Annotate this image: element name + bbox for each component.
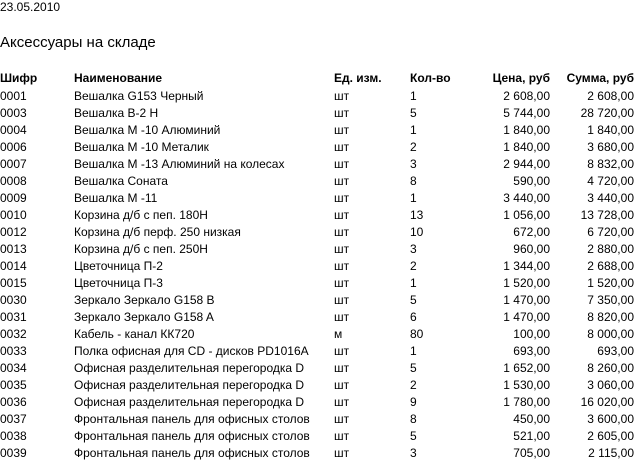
cell-code: 0035 bbox=[0, 378, 27, 392]
table-body bbox=[0, 88, 634, 462]
cell-price: 672,00 bbox=[513, 225, 550, 239]
cell-qty: 9 bbox=[410, 395, 417, 409]
cell-sum: 8 820,00 bbox=[587, 310, 634, 324]
cell-qty: 5 bbox=[410, 106, 417, 120]
cell-qty: 13 bbox=[410, 208, 424, 222]
cell-sum: 16 020,00 bbox=[580, 395, 634, 409]
cell-code: 0009 bbox=[0, 191, 27, 205]
cell-name: Офисная разделительная перегородка D bbox=[74, 361, 305, 375]
cell-unit: шт bbox=[334, 140, 350, 154]
cell-sum: 13 728,00 bbox=[580, 208, 634, 222]
cell-sum: 6 720,00 bbox=[587, 225, 634, 239]
cell-sum: 1 840,00 bbox=[587, 123, 634, 137]
table-row bbox=[0, 411, 634, 428]
cell-name: Вешалка М -10 Алюминий bbox=[74, 123, 221, 137]
cell-unit: шт bbox=[334, 106, 350, 120]
cell-price: 3 440,00 bbox=[503, 191, 550, 205]
table-row bbox=[0, 309, 634, 326]
cell-qty: 1 bbox=[410, 123, 417, 137]
cell-price: 1 056,00 bbox=[503, 208, 550, 222]
cell-qty: 1 bbox=[410, 191, 417, 205]
header-code: Шифр bbox=[0, 71, 38, 85]
cell-name: Фронтальная панель для офисных столов bbox=[74, 446, 310, 460]
cell-name: Корзина д/б с пеп. 250Н bbox=[74, 242, 208, 256]
cell-sum: 2 115,00 bbox=[588, 446, 634, 460]
cell-name: Корзина д/б с пеп. 180Н bbox=[74, 208, 208, 222]
table-row bbox=[0, 377, 634, 394]
table-row bbox=[0, 173, 634, 190]
cell-qty: 8 bbox=[410, 174, 417, 188]
cell-sum: 3 600,00 bbox=[587, 412, 634, 426]
cell-sum: 8 000,00 bbox=[587, 327, 634, 341]
cell-code: 0003 bbox=[0, 106, 27, 120]
table-row bbox=[0, 394, 634, 411]
cell-price: 1 344,00 bbox=[503, 259, 550, 273]
cell-price: 1 470,00 bbox=[503, 310, 550, 324]
cell-code: 0038 bbox=[0, 429, 27, 443]
cell-qty: 3 bbox=[410, 157, 417, 171]
cell-name: Офисная разделительная перегородка D bbox=[74, 378, 305, 392]
cell-price: 960,00 bbox=[513, 242, 550, 256]
cell-qty: 8 bbox=[410, 412, 417, 426]
cell-sum: 2 605,00 bbox=[587, 429, 634, 443]
cell-unit: шт bbox=[334, 310, 350, 324]
cell-qty: 2 bbox=[410, 378, 417, 392]
header-unit: Ед. изм. bbox=[334, 71, 382, 85]
cell-sum: 2 688,00 bbox=[587, 259, 634, 273]
cell-price: 590,00 bbox=[513, 174, 550, 188]
table-row bbox=[0, 224, 634, 241]
cell-sum: 3 680,00 bbox=[587, 140, 634, 154]
cell-unit: шт bbox=[334, 174, 350, 188]
table-row bbox=[0, 343, 634, 360]
cell-unit: шт bbox=[334, 157, 350, 171]
report-date: 23.05.2010 bbox=[0, 0, 61, 14]
cell-qty: 2 bbox=[410, 140, 417, 154]
cell-unit: шт bbox=[334, 412, 350, 426]
cell-price: 100,00 bbox=[513, 327, 550, 341]
cell-name: Вешалка М -13 Алюминий на колесах bbox=[74, 157, 285, 171]
table-row bbox=[0, 190, 634, 207]
cell-code: 0007 bbox=[0, 157, 27, 171]
cell-price: 705,00 bbox=[513, 446, 550, 460]
cell-code: 0034 bbox=[0, 361, 27, 375]
cell-code: 0030 bbox=[0, 293, 27, 307]
cell-sum: 693,00 bbox=[597, 344, 634, 358]
table-row bbox=[0, 428, 634, 445]
cell-unit: шт bbox=[334, 446, 350, 460]
cell-qty: 3 bbox=[410, 446, 417, 460]
cell-sum: 2 880,00 bbox=[587, 242, 634, 256]
cell-unit: шт bbox=[334, 378, 350, 392]
cell-price: 1 530,00 bbox=[503, 378, 550, 392]
cell-name: Цветочница П-3 bbox=[74, 276, 163, 290]
cell-name: Зеркало Зеркало G158 A bbox=[74, 310, 214, 324]
cell-code: 0036 bbox=[0, 395, 27, 409]
cell-name: Офисная разделительная перегородка D bbox=[74, 395, 305, 409]
report-title: Аксессуары на складе bbox=[0, 34, 156, 51]
cell-unit: шт bbox=[334, 259, 350, 273]
cell-name: Вешалка М -11 bbox=[74, 191, 158, 205]
cell-qty: 6 bbox=[410, 310, 417, 324]
cell-code: 0031 bbox=[0, 310, 27, 324]
table-row bbox=[0, 156, 634, 173]
cell-name: Корзина д/б перф. 250 низкая bbox=[74, 225, 241, 239]
cell-name: Цветочница П-2 bbox=[74, 259, 163, 273]
table-row bbox=[0, 88, 634, 105]
cell-sum: 28 720,00 bbox=[580, 106, 634, 120]
cell-code: 0037 bbox=[0, 412, 27, 426]
cell-name: Вешалка М -10 Металик bbox=[74, 140, 209, 154]
cell-sum: 7 350,00 bbox=[587, 293, 634, 307]
cell-sum: 2 608,00 bbox=[587, 89, 634, 103]
cell-unit: шт bbox=[334, 361, 350, 375]
cell-qty: 80 bbox=[410, 327, 424, 341]
cell-code: 0006 bbox=[0, 140, 27, 154]
table-row bbox=[0, 122, 634, 139]
table-row bbox=[0, 445, 634, 462]
cell-qty: 5 bbox=[410, 361, 417, 375]
cell-unit: м bbox=[334, 327, 343, 341]
cell-unit: шт bbox=[334, 429, 350, 443]
cell-code: 0013 bbox=[0, 242, 27, 256]
cell-qty: 10 bbox=[410, 225, 424, 239]
table-row bbox=[0, 326, 634, 343]
cell-code: 0014 bbox=[0, 259, 27, 273]
cell-price: 1 840,00 bbox=[503, 140, 550, 154]
stock-table bbox=[0, 70, 634, 462]
cell-qty: 2 bbox=[410, 259, 417, 273]
cell-price: 2 608,00 bbox=[503, 89, 550, 103]
cell-sum: 3 440,00 bbox=[587, 191, 634, 205]
cell-sum: 8 260,00 bbox=[587, 361, 634, 375]
cell-name: Вешалка Соната bbox=[74, 174, 168, 188]
cell-unit: шт bbox=[334, 293, 350, 307]
table-header-row bbox=[0, 70, 634, 88]
cell-price: 521,00 bbox=[513, 429, 550, 443]
cell-price: 693,00 bbox=[513, 344, 550, 358]
cell-unit: шт bbox=[334, 344, 350, 358]
table-row bbox=[0, 258, 634, 275]
cell-unit: шт bbox=[334, 225, 350, 239]
cell-price: 1 840,00 bbox=[503, 123, 550, 137]
table-row bbox=[0, 207, 634, 224]
cell-price: 1 520,00 bbox=[503, 276, 550, 290]
cell-code: 0012 bbox=[0, 225, 27, 239]
header-sum: Сумма, руб bbox=[566, 71, 634, 85]
header-qty: Кол-во bbox=[410, 71, 451, 85]
cell-sum: 8 832,00 bbox=[587, 157, 634, 171]
cell-code: 0008 bbox=[0, 174, 27, 188]
cell-qty: 1 bbox=[410, 276, 417, 290]
cell-price: 5 744,00 bbox=[503, 106, 550, 120]
cell-qty: 1 bbox=[410, 344, 417, 358]
cell-price: 1 652,00 bbox=[503, 361, 550, 375]
cell-name: Фронтальная панель для офисных столов bbox=[74, 412, 310, 426]
cell-code: 0015 bbox=[0, 276, 27, 290]
cell-unit: шт bbox=[334, 191, 350, 205]
cell-unit: шт bbox=[334, 276, 350, 290]
header-name: Наименование bbox=[74, 71, 163, 85]
cell-code: 0010 bbox=[0, 208, 27, 222]
cell-code: 0039 bbox=[0, 446, 27, 460]
cell-code: 0004 bbox=[0, 123, 27, 137]
cell-name: Вешалка B-2 H bbox=[74, 106, 159, 120]
cell-unit: шт bbox=[334, 208, 350, 222]
cell-price: 1 470,00 bbox=[503, 293, 550, 307]
table-row bbox=[0, 139, 634, 156]
cell-name: Фронтальная панель для офисных столов bbox=[74, 429, 310, 443]
cell-unit: шт bbox=[334, 242, 350, 256]
cell-qty: 1 bbox=[410, 89, 417, 103]
table-row bbox=[0, 275, 634, 292]
cell-name: Полка офисная для CD - дисков PD1016А bbox=[74, 344, 309, 358]
cell-unit: шт bbox=[334, 89, 350, 103]
cell-price: 2 944,00 bbox=[503, 157, 550, 171]
table-row bbox=[0, 292, 634, 309]
cell-code: 0033 bbox=[0, 344, 27, 358]
cell-name: Зеркало Зеркало G158 B bbox=[74, 293, 215, 307]
cell-code: 0032 bbox=[0, 327, 27, 341]
table-row bbox=[0, 241, 634, 258]
cell-qty: 5 bbox=[410, 429, 417, 443]
cell-price: 1 780,00 bbox=[503, 395, 550, 409]
header-price: Цена, руб bbox=[492, 71, 550, 85]
cell-unit: шт bbox=[334, 123, 350, 137]
table-row bbox=[0, 105, 634, 122]
cell-name: Вешалка G153 Черный bbox=[74, 89, 204, 103]
cell-sum: 4 720,00 bbox=[587, 174, 634, 188]
cell-name: Кабель - канал КК720 bbox=[74, 327, 195, 341]
table-row bbox=[0, 360, 634, 377]
cell-price: 450,00 bbox=[513, 412, 550, 426]
cell-code: 0001 bbox=[0, 89, 27, 103]
cell-sum: 1 520,00 bbox=[587, 276, 634, 290]
cell-qty: 5 bbox=[410, 293, 417, 307]
cell-sum: 3 060,00 bbox=[587, 378, 634, 392]
cell-unit: шт bbox=[334, 395, 350, 409]
cell-qty: 3 bbox=[410, 242, 417, 256]
